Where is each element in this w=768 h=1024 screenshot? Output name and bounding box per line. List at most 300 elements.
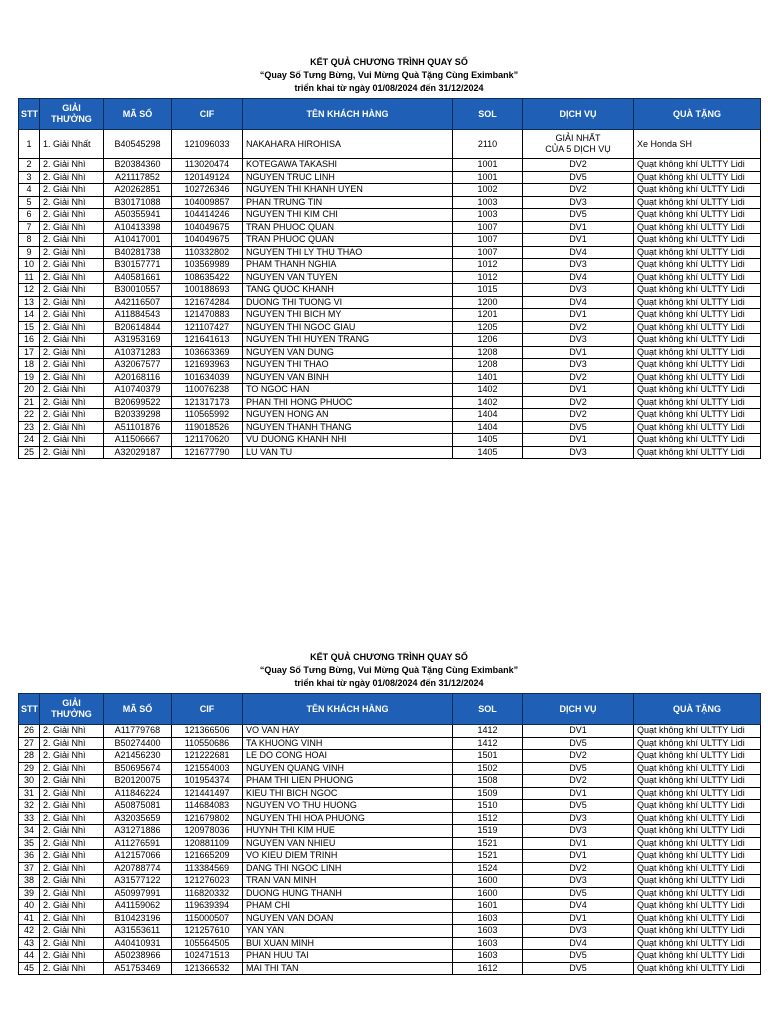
- cell-code: A31553611: [104, 925, 172, 938]
- cell-cif: 121674284: [172, 296, 243, 309]
- cell-customer-name: NGUYEN THI HOA PHUONG: [243, 812, 453, 825]
- cell-prize: 2. Giải Nhì: [40, 850, 104, 863]
- cell-code: A11884543: [104, 309, 172, 322]
- cell-sol: 1003: [453, 196, 523, 209]
- cell-gift: Quạt không khí ULTTY Lidi: [634, 762, 761, 775]
- cell-customer-name: YAN YAN: [243, 925, 453, 938]
- cell-customer-name: PHAN THI HONG PHUOC: [243, 396, 453, 409]
- cell-service: DV4: [523, 296, 634, 309]
- cell-code: A50875081: [104, 800, 172, 813]
- cell-stt: 24: [19, 434, 40, 447]
- cell-prize: 2. Giải Nhì: [40, 434, 104, 447]
- table-row: [19, 825, 761, 838]
- cell-sol: 1007: [453, 221, 523, 234]
- cell-stt: 25: [19, 446, 40, 459]
- cell-customer-name: DANG THI NGOC LINH: [243, 862, 453, 875]
- cell-cif: 119639394: [172, 900, 243, 913]
- cell-service: DV2: [523, 321, 634, 334]
- cell-prize: 2. Giải Nhì: [40, 371, 104, 384]
- cell-gift: Quạt không khí ULTTY Lidi: [634, 346, 761, 359]
- cell-sol: 1201: [453, 309, 523, 322]
- cell-prize: 2. Giải Nhì: [40, 962, 104, 975]
- cell-cif: 121366532: [172, 962, 243, 975]
- cell-gift: Quạt không khí ULTTY Lidi: [634, 384, 761, 397]
- cell-stt: 34: [19, 825, 40, 838]
- table-row: [19, 787, 761, 800]
- cell-sol: 1405: [453, 434, 523, 447]
- table-row: [19, 359, 761, 372]
- table-row: [19, 737, 761, 750]
- cell-sol: 1600: [453, 875, 523, 888]
- results-table: [18, 693, 761, 975]
- cell-cif: 120149124: [172, 171, 243, 184]
- cell-service: DV1: [523, 234, 634, 247]
- cell-prize: 2. Giải Nhì: [40, 334, 104, 347]
- cell-code: A50997991: [104, 887, 172, 900]
- table-row: [19, 409, 761, 422]
- cell-cif: 103569989: [172, 259, 243, 272]
- cell-stt: 3: [19, 171, 40, 184]
- cell-service: DV3: [523, 812, 634, 825]
- table-row: [19, 962, 761, 975]
- cell-gift: Quạt không khí ULTTY Lidi: [634, 925, 761, 938]
- table-row: [19, 384, 761, 397]
- cell-cif: 121470883: [172, 309, 243, 322]
- cell-prize: 2. Giải Nhì: [40, 409, 104, 422]
- cell-prize: 2. Giải Nhì: [40, 775, 104, 788]
- cell-sol: 1603: [453, 937, 523, 950]
- cell-code: A41159062: [104, 900, 172, 913]
- cell-code: A40410931: [104, 937, 172, 950]
- table-row: [19, 346, 761, 359]
- cell-sol: 1501: [453, 750, 523, 763]
- cell-service: DV2: [523, 409, 634, 422]
- cell-stt: 19: [19, 371, 40, 384]
- cell-stt: 42: [19, 925, 40, 938]
- cell-service: DV3: [523, 359, 634, 372]
- cell-stt: 10: [19, 259, 40, 272]
- cell-sol: 1012: [453, 271, 523, 284]
- cell-sol: 1404: [453, 409, 523, 422]
- cell-stt: 38: [19, 875, 40, 888]
- cell-prize: 2. Giải Nhì: [40, 209, 104, 222]
- cell-service: GIẢI NHẤT CỦA 5 DỊCH VỤ: [523, 130, 634, 159]
- cell-prize: 2. Giải Nhì: [40, 296, 104, 309]
- document-header: [18, 56, 760, 95]
- cell-sol: 1502: [453, 762, 523, 775]
- table-row: [19, 750, 761, 763]
- cell-stt: 45: [19, 962, 40, 975]
- cell-stt: 18: [19, 359, 40, 372]
- cell-stt: 41: [19, 912, 40, 925]
- cell-service: DV3: [523, 259, 634, 272]
- cell-code: A10740379: [104, 384, 172, 397]
- cell-stt: 43: [19, 937, 40, 950]
- table-row: [19, 246, 761, 259]
- cell-sol: 1003: [453, 209, 523, 222]
- cell-customer-name: NGUYEN VO THU HUONG: [243, 800, 453, 813]
- cell-service: DV5: [523, 962, 634, 975]
- cell-stt: 9: [19, 246, 40, 259]
- cell-gift: Quạt không khí ULTTY Lidi: [634, 246, 761, 259]
- cell-stt: 4: [19, 184, 40, 197]
- cell-service: DV1: [523, 309, 634, 322]
- cell-stt: 30: [19, 775, 40, 788]
- cell-code: A51753469: [104, 962, 172, 975]
- cell-sol: 1208: [453, 359, 523, 372]
- table-row: [19, 800, 761, 813]
- cell-customer-name: NGUYEN VAN DUNG: [243, 346, 453, 359]
- cell-service: DV2: [523, 750, 634, 763]
- cell-prize: 2. Giải Nhì: [40, 271, 104, 284]
- cell-cif: 104009857: [172, 196, 243, 209]
- page-title: KẾT QUẢ CHƯƠNG TRÌNH QUAY SỐ: [310, 652, 468, 662]
- table-row: [19, 446, 761, 459]
- cell-gift: Quạt không khí ULTTY Lidi: [634, 900, 761, 913]
- cell-code: A40581661: [104, 271, 172, 284]
- cell-prize: 2. Giải Nhì: [40, 737, 104, 750]
- cell-prize: 2. Giải Nhì: [40, 184, 104, 197]
- cell-prize: 2. Giải Nhì: [40, 862, 104, 875]
- cell-code: B20699522: [104, 396, 172, 409]
- cell-gift: Quạt không khí ULTTY Lidi: [634, 221, 761, 234]
- cell-code: A11506667: [104, 434, 172, 447]
- cell-prize: 2. Giải Nhì: [40, 246, 104, 259]
- cell-service: DV1: [523, 384, 634, 397]
- cell-stt: 8: [19, 234, 40, 247]
- cell-stt: 37: [19, 862, 40, 875]
- col-header-stt: STT: [19, 99, 40, 130]
- cell-stt: 28: [19, 750, 40, 763]
- table-row: [19, 725, 761, 738]
- cell-sol: 1001: [453, 159, 523, 172]
- cell-service: DV3: [523, 875, 634, 888]
- table-row: [19, 912, 761, 925]
- table-row: [19, 284, 761, 297]
- cell-customer-name: VO KIEU DIEM TRINH: [243, 850, 453, 863]
- cell-cif: 121222681: [172, 750, 243, 763]
- table-row: [19, 371, 761, 384]
- cell-code: A20262851: [104, 184, 172, 197]
- cell-prize: 2. Giải Nhì: [40, 321, 104, 334]
- cell-code: A11846224: [104, 787, 172, 800]
- col-header-prize: GIẢI THƯỞNG: [40, 694, 104, 725]
- cell-gift: Quạt không khí ULTTY Lidi: [634, 912, 761, 925]
- col-header-code: MÃ SỐ: [104, 694, 172, 725]
- table-row: [19, 900, 761, 913]
- cell-customer-name: DUONG THI TUONG VI: [243, 296, 453, 309]
- cell-cif: 121096033: [172, 130, 243, 159]
- cell-customer-name: NGUYEN THANH THANG: [243, 421, 453, 434]
- cell-service: DV4: [523, 937, 634, 950]
- cell-service: DV4: [523, 246, 634, 259]
- table-row: [19, 234, 761, 247]
- cell-prize: 2. Giải Nhì: [40, 259, 104, 272]
- cell-customer-name: KIEU THI BICH NGOC: [243, 787, 453, 800]
- cell-stt: 36: [19, 850, 40, 863]
- cell-gift: Quạt không khí ULTTY Lidi: [634, 209, 761, 222]
- cell-prize: 2. Giải Nhì: [40, 284, 104, 297]
- cell-service: DV2: [523, 159, 634, 172]
- cell-code: B30171088: [104, 196, 172, 209]
- cell-customer-name: VU DUONG KHANH NHI: [243, 434, 453, 447]
- cell-sol: 1512: [453, 812, 523, 825]
- cell-code: A21456230: [104, 750, 172, 763]
- cell-cif: 121107427: [172, 321, 243, 334]
- cell-cif: 104049675: [172, 221, 243, 234]
- cell-code: B20384360: [104, 159, 172, 172]
- cell-code: A21117852: [104, 171, 172, 184]
- cell-cif: 119018526: [172, 421, 243, 434]
- cell-customer-name: NGUYEN HONG AN: [243, 409, 453, 422]
- program-period: triển khai từ ngày 01/08/2024 đến 31/12/2024: [294, 83, 484, 93]
- col-header-cif: CIF: [172, 694, 243, 725]
- cell-service: DV1: [523, 346, 634, 359]
- cell-stt: 29: [19, 762, 40, 775]
- cell-gift: Quạt không khí ULTTY Lidi: [634, 284, 761, 297]
- cell-service: DV1: [523, 221, 634, 234]
- cell-gift: Xe Honda SH: [634, 130, 761, 159]
- cell-stt: 11: [19, 271, 40, 284]
- cell-sol: 1508: [453, 775, 523, 788]
- cell-service: DV2: [523, 396, 634, 409]
- result-block-1: [18, 56, 760, 459]
- cell-code: A11779768: [104, 725, 172, 738]
- cell-customer-name: NGUYEN TRUC LINH: [243, 171, 453, 184]
- cell-cif: 121679802: [172, 812, 243, 825]
- cell-stt: 6: [19, 209, 40, 222]
- cell-gift: Quạt không khí ULTTY Lidi: [634, 750, 761, 763]
- cell-sol: 1412: [453, 737, 523, 750]
- cell-gift: Quạt không khí ULTTY Lidi: [634, 234, 761, 247]
- cell-prize: 2. Giải Nhì: [40, 421, 104, 434]
- cell-sol: 1402: [453, 384, 523, 397]
- cell-customer-name: PHAN HUU TAI: [243, 950, 453, 963]
- cell-stt: 1: [19, 130, 40, 159]
- cell-sol: 1007: [453, 234, 523, 247]
- cell-sol: 1208: [453, 346, 523, 359]
- cell-sol: 1603: [453, 925, 523, 938]
- cell-sol: 1007: [453, 246, 523, 259]
- cell-cif: 110332802: [172, 246, 243, 259]
- cell-service: DV1: [523, 837, 634, 850]
- cell-cif: 116820332: [172, 887, 243, 900]
- cell-code: B10423196: [104, 912, 172, 925]
- cell-service: DV5: [523, 737, 634, 750]
- cell-customer-name: TO NGOC HAN: [243, 384, 453, 397]
- table-header-row: [19, 99, 761, 130]
- cell-customer-name: PHAM CHI: [243, 900, 453, 913]
- table-row: [19, 396, 761, 409]
- cell-customer-name: TANG QUOC KHANH: [243, 284, 453, 297]
- cell-cif: 101634039: [172, 371, 243, 384]
- cell-service: DV3: [523, 196, 634, 209]
- cell-customer-name: TRAN PHUOC QUAN: [243, 234, 453, 247]
- cell-prize: 2. Giải Nhì: [40, 912, 104, 925]
- cell-cif: 104049675: [172, 234, 243, 247]
- table-header-row: [19, 694, 761, 725]
- cell-prize: 2. Giải Nhì: [40, 359, 104, 372]
- cell-cif: 114684083: [172, 800, 243, 813]
- col-header-gift: QUÀ TẶNG: [634, 694, 761, 725]
- cell-cif: 110565992: [172, 409, 243, 422]
- cell-customer-name: TRAN VAN MINH: [243, 875, 453, 888]
- cell-code: A50238966: [104, 950, 172, 963]
- cell-gift: Quạt không khí ULTTY Lidi: [634, 196, 761, 209]
- cell-cif: 108635422: [172, 271, 243, 284]
- cell-prize: 2. Giải Nhì: [40, 837, 104, 850]
- cell-sol: 1519: [453, 825, 523, 838]
- cell-prize: 2. Giải Nhì: [40, 750, 104, 763]
- cell-prize: 2. Giải Nhì: [40, 900, 104, 913]
- cell-code: A32029187: [104, 446, 172, 459]
- cell-sol: 1600: [453, 887, 523, 900]
- cell-sol: 1405: [453, 446, 523, 459]
- cell-gift: Quạt không khí ULTTY Lidi: [634, 837, 761, 850]
- cell-sol: 1205: [453, 321, 523, 334]
- cell-cif: 121276023: [172, 875, 243, 888]
- table-row: [19, 196, 761, 209]
- cell-stt: 17: [19, 346, 40, 359]
- cell-sol: 2110: [453, 130, 523, 159]
- cell-sol: 1401: [453, 371, 523, 384]
- cell-code: B20339298: [104, 409, 172, 422]
- cell-sol: 1524: [453, 862, 523, 875]
- cell-stt: 32: [19, 800, 40, 813]
- cell-stt: 31: [19, 787, 40, 800]
- cell-cif: 121170620: [172, 434, 243, 447]
- table-row: [19, 296, 761, 309]
- cell-sol: 1412: [453, 725, 523, 738]
- cell-service: DV2: [523, 862, 634, 875]
- table-body: [19, 130, 761, 459]
- cell-customer-name: NGUYEN THI KIM CHI: [243, 209, 453, 222]
- cell-sol: 1402: [453, 396, 523, 409]
- cell-code: B30010557: [104, 284, 172, 297]
- table-row: [19, 837, 761, 850]
- cell-service: DV2: [523, 775, 634, 788]
- cell-stt: 16: [19, 334, 40, 347]
- cell-code: A12157066: [104, 850, 172, 863]
- cell-sol: 1509: [453, 787, 523, 800]
- cell-stt: 14: [19, 309, 40, 322]
- cell-service: DV3: [523, 925, 634, 938]
- cell-gift: Quạt không khí ULTTY Lidi: [634, 396, 761, 409]
- cell-cif: 121441497: [172, 787, 243, 800]
- cell-stt: 35: [19, 837, 40, 850]
- cell-service: DV1: [523, 850, 634, 863]
- cell-service: DV5: [523, 421, 634, 434]
- col-header-prize: GIẢI THƯỞNG: [40, 99, 104, 130]
- cell-customer-name: TA KHUONG VINH: [243, 737, 453, 750]
- cell-cif: 121641613: [172, 334, 243, 347]
- cell-sol: 1612: [453, 962, 523, 975]
- cell-stt: 7: [19, 221, 40, 234]
- cell-service: DV5: [523, 209, 634, 222]
- cell-cif: 102726346: [172, 184, 243, 197]
- cell-gift: Quạt không khí ULTTY Lidi: [634, 850, 761, 863]
- cell-cif: 113020474: [172, 159, 243, 172]
- cell-customer-name: NGUYEN VAN NHIEU: [243, 837, 453, 850]
- cell-cif: 103663369: [172, 346, 243, 359]
- cell-stt: 39: [19, 887, 40, 900]
- cell-stt: 22: [19, 409, 40, 422]
- col-header-service: DỊCH VỤ: [523, 694, 634, 725]
- cell-stt: 26: [19, 725, 40, 738]
- table-row: [19, 937, 761, 950]
- cell-stt: 20: [19, 384, 40, 397]
- cell-customer-name: MAI THI TAN: [243, 962, 453, 975]
- cell-stt: 23: [19, 421, 40, 434]
- cell-code: A50355941: [104, 209, 172, 222]
- cell-code: A10413398: [104, 221, 172, 234]
- cell-code: A10417001: [104, 234, 172, 247]
- cell-customer-name: VO VAN HAY: [243, 725, 453, 738]
- cell-sol: 1601: [453, 900, 523, 913]
- cell-service: DV5: [523, 762, 634, 775]
- cell-code: B50695674: [104, 762, 172, 775]
- cell-code: B20120075: [104, 775, 172, 788]
- program-period: triển khai từ ngày 01/08/2024 đến 31/12/2024: [294, 678, 484, 688]
- cell-customer-name: PHAN TRUNG TIN: [243, 196, 453, 209]
- cell-service: DV1: [523, 725, 634, 738]
- cell-prize: 2. Giải Nhì: [40, 234, 104, 247]
- cell-code: A20788774: [104, 862, 172, 875]
- cell-service: DV5: [523, 171, 634, 184]
- cell-gift: Quạt không khí ULTTY Lidi: [634, 359, 761, 372]
- cell-code: A42116507: [104, 296, 172, 309]
- cell-gift: Quạt không khí ULTTY Lidi: [634, 371, 761, 384]
- cell-service: DV3: [523, 825, 634, 838]
- cell-gift: Quạt không khí ULTTY Lidi: [634, 787, 761, 800]
- col-header-sol: SOL: [453, 99, 523, 130]
- col-header-stt: STT: [19, 694, 40, 725]
- cell-cif: 120881109: [172, 837, 243, 850]
- table-row: [19, 334, 761, 347]
- table-row: [19, 221, 761, 234]
- cell-prize: 2. Giải Nhì: [40, 937, 104, 950]
- cell-service: DV3: [523, 446, 634, 459]
- cell-code: B40545298: [104, 130, 172, 159]
- table-body: [19, 725, 761, 975]
- cell-cif: 120978036: [172, 825, 243, 838]
- cell-customer-name: BUI XUAN MINH: [243, 937, 453, 950]
- cell-gift: Quạt không khí ULTTY Lidi: [634, 296, 761, 309]
- cell-code: B50274400: [104, 737, 172, 750]
- cell-sol: 1603: [453, 912, 523, 925]
- cell-code: B30157771: [104, 259, 172, 272]
- cell-gift: Quạt không khí ULTTY Lidi: [634, 775, 761, 788]
- cell-stt: 12: [19, 284, 40, 297]
- cell-sol: 1521: [453, 850, 523, 863]
- result-block-2: [18, 651, 760, 975]
- table-row: [19, 850, 761, 863]
- cell-gift: Quạt không khí ULTTY Lidi: [634, 421, 761, 434]
- cell-customer-name: NGUYEN VAN TUYEN: [243, 271, 453, 284]
- cell-customer-name: LE DO CONG HOAI: [243, 750, 453, 763]
- cell-gift: Quạt không khí ULTTY Lidi: [634, 862, 761, 875]
- cell-gift: Quạt không khí ULTTY Lidi: [634, 259, 761, 272]
- table-row: [19, 209, 761, 222]
- cell-cif: 115000507: [172, 912, 243, 925]
- cell-stt: 33: [19, 812, 40, 825]
- cell-cif: 105564505: [172, 937, 243, 950]
- cell-prize: 2. Giải Nhì: [40, 346, 104, 359]
- table-row: [19, 321, 761, 334]
- cell-prize: 1. Giải Nhất: [40, 130, 104, 159]
- cell-cif: 104414246: [172, 209, 243, 222]
- cell-stt: 44: [19, 950, 40, 963]
